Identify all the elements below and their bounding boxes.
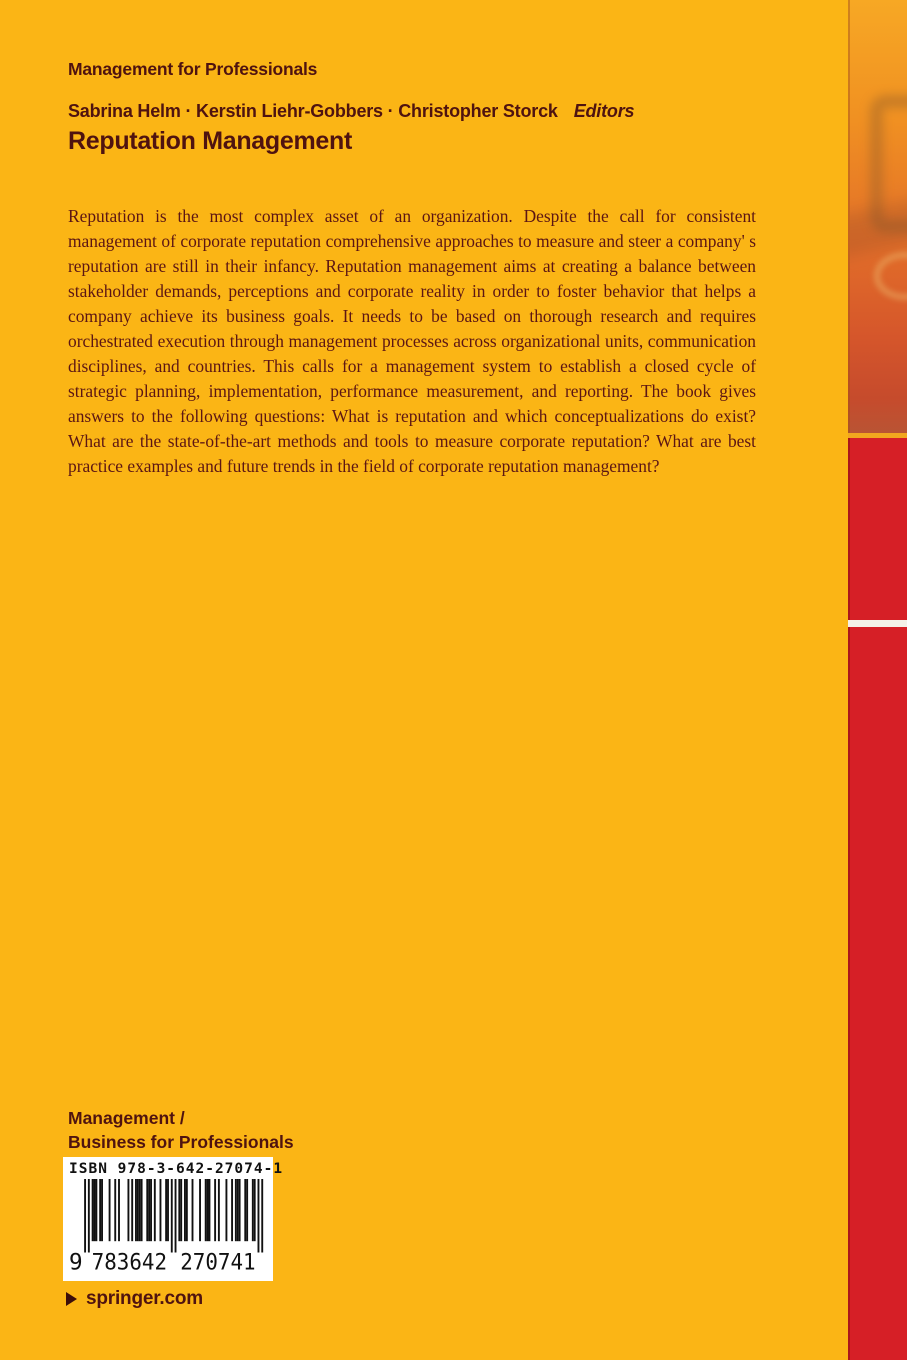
publisher-website: springer.com [86, 1288, 203, 1309]
publisher-website-row [66, 1288, 203, 1310]
spine-red-block-bottom [848, 627, 907, 1360]
svg-text:783642: 783642 [91, 1249, 168, 1276]
authors-names: Sabrina Helm · Kerstin Liehr-Gobbers · Christopher Storck [68, 101, 558, 121]
arrow-right-icon [66, 1292, 77, 1306]
spine-strip [848, 0, 907, 1360]
spine-cover-art [848, 0, 907, 433]
editors-label: Editors [573, 101, 635, 121]
category-line2: Business for Professionals [68, 1132, 294, 1152]
svg-text:270741: 270741 [180, 1249, 256, 1276]
book-title: Reputation Management [68, 127, 352, 155]
category-label [68, 1106, 294, 1154]
category-line1: Management / [68, 1108, 185, 1128]
isbn-label: ISBN 978-3-642-27074-1 [69, 1161, 284, 1177]
svg-text:9: 9 [69, 1249, 83, 1276]
authors-line [68, 101, 634, 122]
spine-white-divider [848, 620, 907, 627]
barcode-bars [69, 1179, 267, 1277]
isbn-barcode [63, 1157, 284, 1281]
series-title: Management for Professionals [68, 59, 318, 79]
book-description: Reputation is the most complex asset of an organization. Despite the call for consistent management of corporate reputation comprehensive approaches to measure and steer a company' s reputation are still in their infancy. Reputation management aims at creating a balance between stakeholder demands, perceptions and corporate reality in order to foster behavior that helps a company achieve its business goals. It needs to be based on thorough research and requires orchestrated execution through management processes across organizational units, communication disciplines, and countries. This calls for a management system to establish a closed cycle of strategic planning, implementation, performance measurement, and reporting. The book gives answers to the following questions: What is reputation and which conceptualizations do exist? What are the state-of-the-art methods and tools to measure corporate reputation? What are best practice examples and future trends in the field of corporate reputation management? [68, 206, 756, 476]
blurred-artwork-loop [874, 252, 907, 300]
spine-red-block-top [848, 438, 907, 620]
